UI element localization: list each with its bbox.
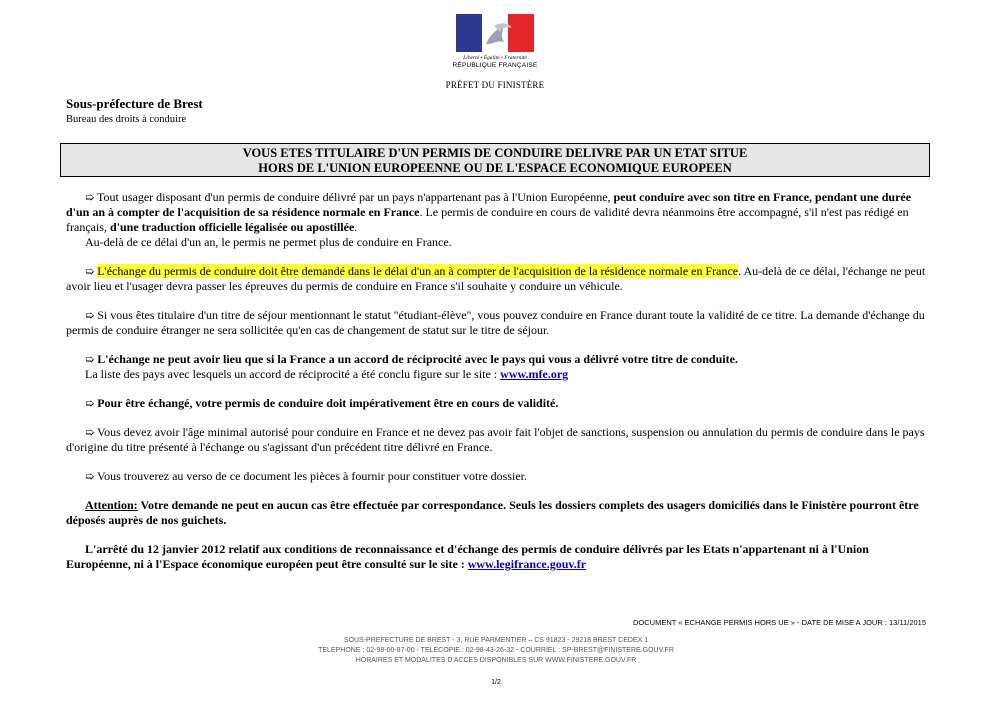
paragraph-2 — [66, 264, 928, 294]
marianne-logo — [440, 14, 550, 69]
republique-text: RÉPUBLIQUE FRANÇAISE — [452, 62, 538, 69]
devise-text: Liberté • Égalité • Fraternité — [463, 55, 527, 61]
p1-text-f: Au-delà de ce délai d'un an, le permis ne permet plus de conduire en France. — [85, 235, 452, 249]
p5-text: Pour être échangé, votre permis de conduire doit impérativement être en cours de validité. — [97, 396, 559, 410]
title-line-2: HORS DE L'UNION EUROPEENNE OU DE L'ESPACE ECONOMIQUE EUROPEEN — [258, 161, 732, 175]
mfe-link[interactable]: www.mfe.org — [500, 367, 569, 381]
document-title — [60, 143, 930, 177]
p1-text-c: . Le permis de conduire en cours de validité devra néanmoins être accompagné, s'il n'est pas rédigé en français, — [66, 205, 909, 234]
paragraph-7 — [66, 469, 928, 484]
paragraph-5 — [66, 396, 928, 411]
arrow-icon: ➯ — [85, 353, 95, 366]
p4-text-b: La liste des pays avec lesquels un accord de réciprocité a été conclu figure sur le site : — [85, 367, 501, 381]
page-number: 1/2 — [491, 679, 501, 686]
prefet-text: PRÉFET DU FINISTÈRE — [445, 80, 545, 90]
paragraph-8 — [66, 498, 928, 528]
paragraph-1 — [66, 190, 928, 250]
p6-text: Vous devez avoir l'âge minimal autorisé pour conduire en France et ne devez pas avoir fait l'objet de sanctions, suspension ou annulation du permis de conduire dans le pays d'origine du titre présenté à l'échange ou s'agissant d'un précédent titre délivré en France. — [66, 425, 925, 454]
p2-highlight: L'échange du permis de conduire doit être demandé dans le délai d'un an à compter de l'acquisition de la résidence normale en France — [97, 264, 739, 278]
arrow-icon: ➯ — [85, 265, 95, 278]
p8-text: Votre demande ne peut en aucun cas être effectuée par correspondance. Seuls les dossiers complets des usagers domiciliés dans le Finistère pourront être déposés auprès de nos guichets. — [66, 498, 919, 527]
office-name: Sous-préfecture de Brest — [66, 96, 203, 111]
p7-text: Vous trouverez au verso de ce document les pièces à fournir pour constituer votre dossier. — [97, 469, 527, 483]
arrow-icon: ➯ — [85, 309, 95, 322]
footer-contact: TELEPHONE : 02-98-00-97-00 - TELECOPIE : 02-98-43-26-32 - COURRIEL : SP-BREST@FINISTERE.GOUV.FR — [318, 647, 674, 654]
p1-text-b: peut conduire avec son titre en France, pendant une durée d'un an à compter de l'acquisition de sa résidence normale en France — [66, 190, 912, 219]
p3-text: Si vous êtes titulaire d'un titre de séjour mentionnant le statut "étudiant-élève", vous pouvez conduire en France durant toute la validité de ce titre. La demande d'échange du permis de conduire étranger ne sera sollicitée qu'en cas de changement de statut sur le titre de séjour. — [66, 308, 925, 337]
legifrance-link[interactable]: www.legifrance.gouv.fr — [467, 557, 587, 571]
paragraph-4 — [66, 352, 928, 382]
arrow-icon: ➯ — [85, 397, 95, 410]
arrow-icon: ➯ — [85, 470, 95, 483]
p1-text-d: d'une traduction officielle légalisée ou apostillée — [109, 220, 355, 234]
footer — [0, 636, 992, 666]
document-reference: DOCUMENT « ECHANGE PERMIS HORS UE » - DATE DE MISE A JOUR : 13/11/2015 — [633, 618, 926, 627]
arrow-icon: ➯ — [85, 191, 95, 204]
p1-text-e: . — [354, 220, 358, 234]
paragraph-3 — [66, 308, 928, 338]
title-line-1: VOUS ETES TITULAIRE D'UN PERMIS DE CONDUIRE DELIVRE PAR UN ETAT SITUE — [242, 146, 748, 160]
marianne-logo-icon — [456, 14, 534, 52]
paragraph-9 — [66, 542, 928, 572]
attention-label: Attention: — [85, 498, 138, 512]
bureau-name: Bureau des droits à conduire — [66, 114, 187, 125]
arrow-icon: ➯ — [85, 426, 95, 439]
p4-text-a: L'échange ne peut avoir lieu que si la France a un accord de réciprocité avec le pays qui vous a délivré votre titre de conduite. — [97, 352, 738, 366]
p2-text-b: . Au-delà de ce délai, l'échange ne peut avoir lieu et l'usager devra passer les épreuves du permis de conduire en France s'il souhaite y conduire un véhicule. — [66, 264, 926, 293]
footer-hours: HORAIRES ET MODALITES D'ACCES DISPONIBLES SUR WWW.FINISTERE.GOUV.FR — [355, 657, 637, 664]
paragraph-6 — [66, 425, 928, 455]
document-body — [66, 190, 928, 586]
p9-text: L'arrêté du 12 janvier 2012 relatif aux conditions de reconnaissance et d'échange des permis de conduire délivrés par les Etats n'appartenant ni à l'Union Européenne, ni à l'Espace économique européen peut être consulté sur le site : — [66, 542, 869, 571]
footer-address: SOUS-PREFECTURE DE BREST - 3, RUE PARMENTIER – CS 91823 - 29218 BREST CEDEX 1 — [343, 637, 649, 644]
p1-text-a: Tout usager disposant d'un permis de conduire délivré par un pays n'appartenant pas à l'Union Européenne, — [97, 190, 614, 204]
